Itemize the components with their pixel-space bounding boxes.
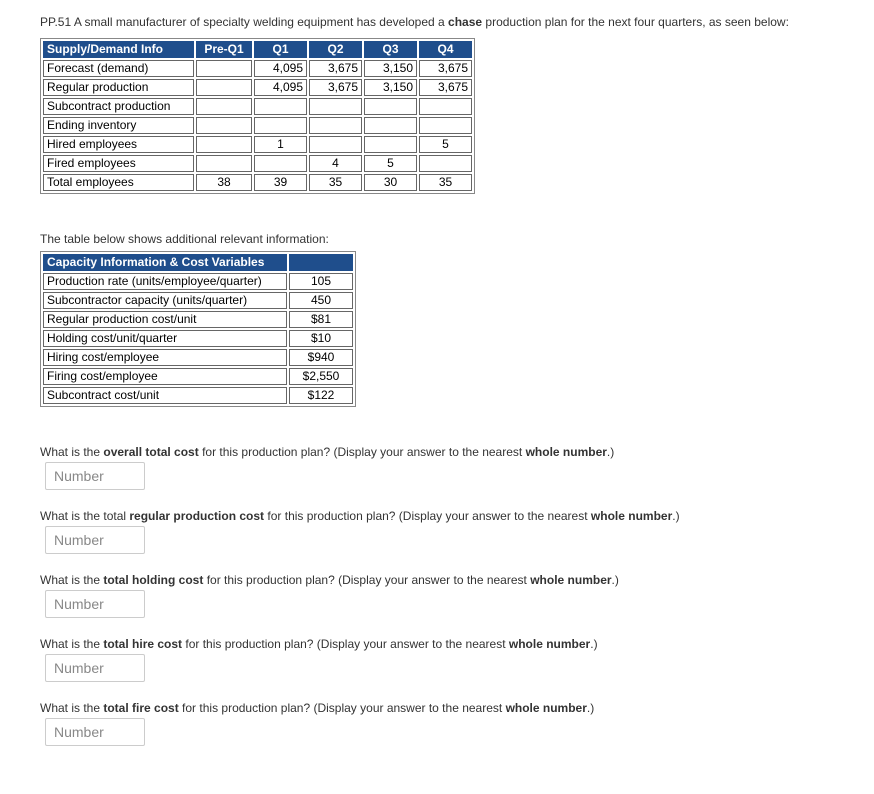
table-cell: 30 xyxy=(364,174,417,191)
question-text: .) xyxy=(606,445,615,459)
table-cell: 4,095 xyxy=(254,60,307,77)
table-cell: 35 xyxy=(309,174,362,191)
row-label: Holding cost/unit/quarter xyxy=(43,330,287,347)
row-label: Production rate (units/employee/quarter) xyxy=(43,273,287,290)
table-cell: 3,675 xyxy=(309,60,362,77)
table-cell xyxy=(196,98,252,115)
table-cell: 3,150 xyxy=(364,60,417,77)
row-label: Total employees xyxy=(43,174,194,191)
table-cell xyxy=(364,98,417,115)
question-bold: total fire cost xyxy=(103,701,179,715)
table-cell xyxy=(364,136,417,153)
row-label: Regular production cost/unit xyxy=(43,311,287,328)
table-cell: 35 xyxy=(419,174,472,191)
table-cell xyxy=(419,117,472,134)
table-row xyxy=(43,136,472,153)
table-header-row xyxy=(43,41,472,58)
question-text: .) xyxy=(611,573,619,587)
row-label: Subcontract production xyxy=(43,98,194,115)
table-cell xyxy=(309,98,362,115)
table-row xyxy=(43,98,472,115)
table-cell: 450 xyxy=(289,292,353,309)
regular-production-cost-input[interactable] xyxy=(45,526,145,554)
question-holding-cost xyxy=(40,573,619,587)
question-overall-total-cost xyxy=(40,445,614,459)
table-cell xyxy=(309,136,362,153)
table-row xyxy=(43,155,472,172)
table-cell xyxy=(419,155,472,172)
table-cell: $81 xyxy=(289,311,353,328)
row-label: Subcontract cost/unit xyxy=(43,387,287,404)
question-bold: regular production cost xyxy=(129,509,265,523)
table-row xyxy=(43,292,353,309)
row-label: Forecast (demand) xyxy=(43,60,194,77)
holding-cost-input[interactable] xyxy=(45,590,145,618)
table-row xyxy=(43,117,472,134)
table-cell xyxy=(254,98,307,115)
supply-demand-table xyxy=(40,38,475,194)
row-label: Hired employees xyxy=(43,136,194,153)
intro-prefix: PP.51 A small manufacturer of specialty welding equipment has developed a xyxy=(40,15,449,29)
col-header-info: Supply/Demand Info xyxy=(43,41,194,58)
table-cell: 4 xyxy=(309,155,362,172)
table-header-row xyxy=(43,254,353,271)
question-text: What is the xyxy=(40,573,104,587)
table-row xyxy=(43,60,472,77)
table-cell xyxy=(364,117,417,134)
table-cell: 3,675 xyxy=(419,60,472,77)
row-label: Hiring cost/employee xyxy=(43,349,287,366)
question-text: for this production plan? (Display your answer to the nearest xyxy=(264,509,591,523)
table-row xyxy=(43,387,353,404)
table-cell: $940 xyxy=(289,349,353,366)
question-text: for this production plan? (Display your answer to the nearest xyxy=(178,701,506,715)
col-header-pre-q1: Pre-Q1 xyxy=(196,41,252,58)
table-row xyxy=(43,79,472,96)
question-bold: whole number xyxy=(508,637,591,651)
question-bold: overall total cost xyxy=(103,445,199,459)
table-cell xyxy=(196,155,252,172)
row-label: Regular production xyxy=(43,79,194,96)
question-hire-cost xyxy=(40,637,598,651)
row-label: Ending inventory xyxy=(43,117,194,134)
table-cell: $2,550 xyxy=(289,368,353,385)
table-row xyxy=(43,368,353,385)
table-cell: 39 xyxy=(254,174,307,191)
table-cell: 3,675 xyxy=(419,79,472,96)
additional-info-text: The table below shows additional relevant information: xyxy=(40,232,329,246)
question-text: .) xyxy=(672,509,680,523)
question-fire-cost xyxy=(40,701,594,715)
question-bold: total hire cost xyxy=(103,637,183,651)
question-text: What is the xyxy=(40,701,104,715)
table-cell: $122 xyxy=(289,387,353,404)
table-cell xyxy=(419,98,472,115)
overall-total-cost-input[interactable] xyxy=(45,462,145,490)
row-label: Fired employees xyxy=(43,155,194,172)
fire-cost-input[interactable] xyxy=(45,718,145,746)
table-cell: $10 xyxy=(289,330,353,347)
table-cell: 38 xyxy=(196,174,252,191)
col-header-q2: Q2 xyxy=(309,41,362,58)
table-row xyxy=(43,311,353,328)
table-cell: 5 xyxy=(419,136,472,153)
table-cell: 3,675 xyxy=(309,79,362,96)
col-header-q3: Q3 xyxy=(364,41,417,58)
question-bold: whole number xyxy=(525,445,607,459)
table-cell xyxy=(309,117,362,134)
question-bold: whole number xyxy=(530,573,612,587)
table-cell xyxy=(196,136,252,153)
question-text: What is the xyxy=(40,637,104,651)
table-row xyxy=(43,273,353,290)
capacity-header-value xyxy=(289,254,353,271)
table-cell xyxy=(196,60,252,77)
question-text: .) xyxy=(586,701,595,715)
question-text: for this production plan? (Display your answer to the nearest xyxy=(203,573,531,587)
col-header-q1: Q1 xyxy=(254,41,307,58)
table-cell: 3,150 xyxy=(364,79,417,96)
question-bold: total holding cost xyxy=(103,573,204,587)
table-cell: 4,095 xyxy=(254,79,307,96)
capacity-header: Capacity Information & Cost Variables xyxy=(43,254,287,271)
table-cell: 1 xyxy=(254,136,307,153)
capacity-cost-table xyxy=(40,251,356,407)
intro-suffix: production plan for the next four quarters, as seen below: xyxy=(482,15,789,29)
question-bold: whole number xyxy=(590,509,673,523)
row-label: Firing cost/employee xyxy=(43,368,287,385)
question-text: What is the xyxy=(40,445,104,459)
table-cell xyxy=(254,117,307,134)
question-bold: whole number xyxy=(505,701,587,715)
table-cell: 5 xyxy=(364,155,417,172)
intro-bold: chase xyxy=(448,15,483,29)
col-header-q4: Q4 xyxy=(419,41,472,58)
question-text: .) xyxy=(590,637,598,651)
problem-intro xyxy=(40,15,789,29)
table-cell xyxy=(196,117,252,134)
table-row xyxy=(43,349,353,366)
table-row xyxy=(43,174,472,191)
table-cell: 105 xyxy=(289,273,353,290)
hire-cost-input[interactable] xyxy=(45,654,145,682)
table-cell xyxy=(254,155,307,172)
table-row xyxy=(43,330,353,347)
question-text: What is the total xyxy=(40,509,130,523)
question-text: for this production plan? (Display your answer to the nearest xyxy=(182,637,509,651)
row-label: Subcontractor capacity (units/quarter) xyxy=(43,292,287,309)
question-text: for this production plan? (Display your answer to the nearest xyxy=(198,445,526,459)
question-regular-production-cost xyxy=(40,509,680,523)
table-cell xyxy=(196,79,252,96)
